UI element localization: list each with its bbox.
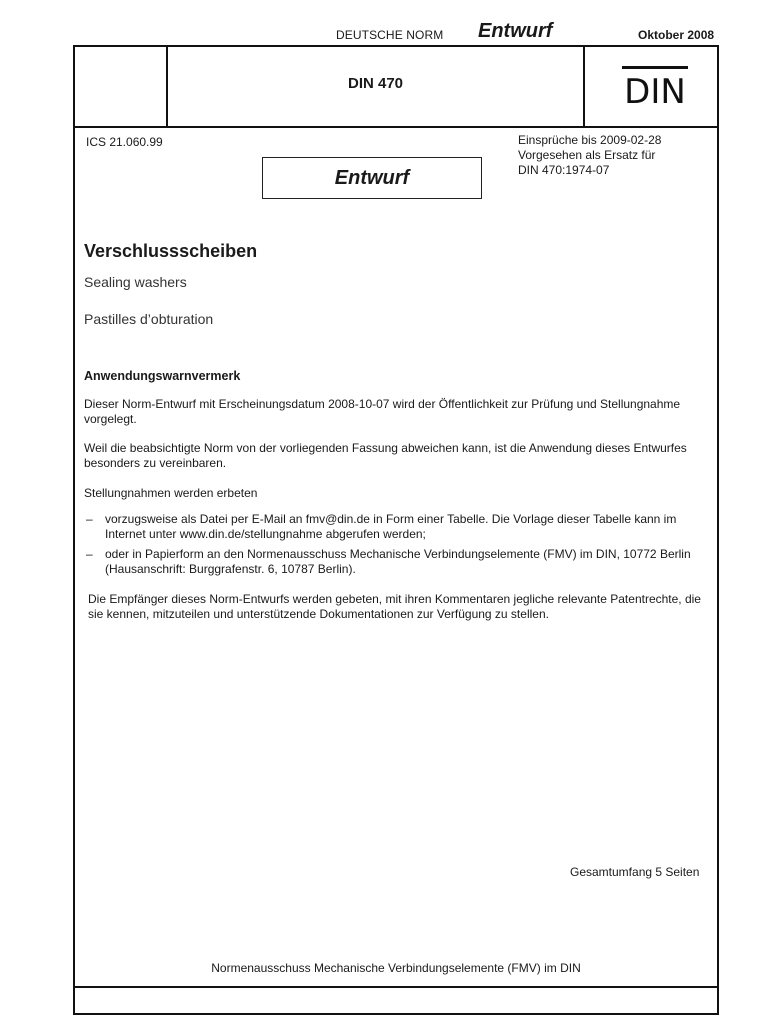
ics-code: ICS 21.060.99 — [86, 135, 163, 149]
list-dash: – — [86, 512, 93, 526]
list-item-text: oder in Papierform an den Normenausschuss Mechanische Verbindungselemente (FMV) im DIN, 10772 Berlin (Hausanschrift: Burggrafenstr. 6, 10787 Berlin). — [105, 547, 691, 576]
din-logo-text: DIN — [624, 72, 686, 109]
patent-notice: Die Empfänger dieses Norm-Entwurfs werden gebeten, mit ihren Kommentaren jegliche relevante Patentrechte, die sie kennen, mitzuteilen und unterstützende Dokumentationen zur Verfügung zu stellen. — [88, 592, 701, 621]
norm-type-label: DEUTSCHE NORM — [336, 28, 444, 42]
list-item — [86, 512, 712, 542]
list-item — [86, 547, 712, 577]
warning-paragraph-1: Dieser Norm-Entwurf mit Erscheinungsdatum 2008-10-07 wird der Öffentlichkeit zur Prüfung und Stellungnahme vorgelegt. — [84, 397, 681, 426]
replacement-info — [518, 133, 661, 178]
warning-heading: Anwendungswarnvermerk — [84, 369, 241, 383]
title-french: Pastilles d’obturation — [84, 311, 214, 327]
replaced-standard: DIN 470:1974-07 — [518, 163, 610, 177]
title-block-divider — [73, 126, 719, 128]
objections-deadline: Einsprüche bis 2009-02-28 — [518, 133, 662, 147]
replacement-intro: Vorgesehen als Ersatz für — [518, 148, 656, 162]
title-block-right-divider — [583, 45, 585, 128]
title-english: Sealing washers — [84, 274, 187, 290]
list-dash: – — [86, 547, 93, 561]
total-pages: Gesamtumfang 5 Seiten — [570, 865, 700, 879]
list-item-text: vorzugsweise als Datei per E-Mail an fmv@din.de in Form einer Tabelle. Die Vorlage dieser Tabelle kann im Internet unter www.din.de/stellungnahme abgerufen werden; — [105, 512, 677, 541]
title-german: Verschlussscheiben — [84, 241, 258, 261]
draft-stamp: Entwurf — [262, 157, 482, 199]
warning-paragraph-3: Stellungnahmen werden erbeten — [84, 486, 258, 500]
issue-date: Oktober 2008 — [638, 28, 715, 42]
warning-paragraph-2: Weil die beabsichtigte Norm von der vorliegenden Fassung abweichen kann, ist die Anwendung dieses Entwurfes besonders zu vereinbaren. — [84, 441, 687, 470]
footer-divider — [73, 986, 719, 988]
committee-name: Normenausschuss Mechanische Verbindungselemente (FMV) im DIN — [211, 961, 581, 975]
draft-label: Entwurf — [478, 20, 553, 42]
din-logo — [620, 63, 690, 109]
document-number: DIN 470 — [347, 75, 404, 92]
